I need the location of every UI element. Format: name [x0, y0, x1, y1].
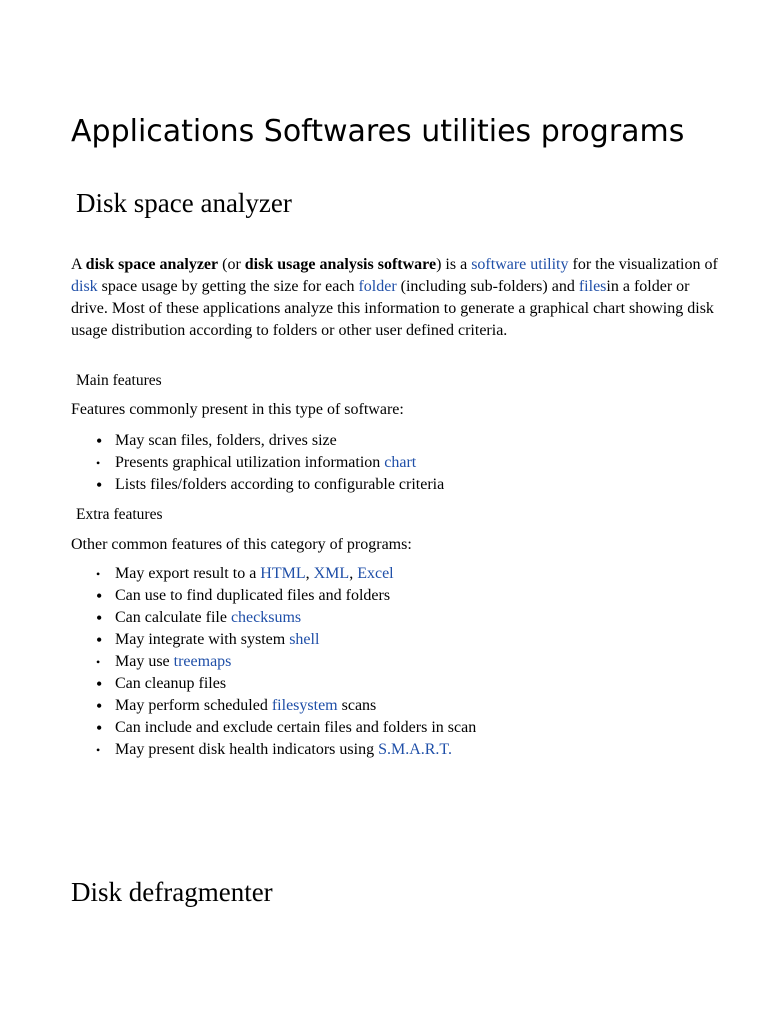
bullet-icon: •	[96, 608, 103, 628]
list-item	[96, 607, 476, 629]
list-item-text: Can calculate file	[115, 609, 231, 626]
intro-text: ) is a	[436, 256, 472, 273]
list-item-text: May integrate with system	[115, 631, 290, 648]
term-disk-usage-analysis-software: disk usage analysis software	[244, 256, 437, 273]
link-files[interactable]: files	[578, 278, 607, 295]
list-item-text: Presents graphical utilization information	[115, 454, 385, 471]
intro-text: A	[71, 256, 86, 273]
intro-text: for the visualization of	[568, 256, 718, 273]
list-item-text: scans	[337, 697, 377, 714]
list-item	[96, 717, 476, 739]
link-disk[interactable]: disk	[71, 278, 98, 295]
bullet-icon: •	[96, 456, 101, 470]
list-item	[96, 452, 444, 474]
list-item-text: Can include and exclude certain files and folders in scan	[115, 719, 477, 736]
list-item-text: May scan files, folders, drives size	[115, 432, 337, 449]
extra-features-lead: Other common features of this category of programs:	[71, 536, 412, 553]
bullet-icon: •	[96, 655, 101, 669]
list-item	[96, 695, 476, 717]
list-item	[96, 651, 476, 673]
bullet-icon: •	[96, 586, 103, 606]
list-item	[96, 474, 444, 496]
list-item	[96, 673, 476, 695]
main-features-list	[96, 430, 444, 496]
bullet-icon: •	[96, 674, 103, 694]
list-item-text: May present disk health indicators using	[115, 741, 379, 758]
list-item	[96, 629, 476, 651]
list-item-text: May export result to a	[115, 565, 261, 582]
link-shell[interactable]: shell	[289, 631, 320, 648]
intro-text: in a folder or drive. Most of these applications analyze this information to generate a graphical chart showing disk usage distribution according to folders or other user defined criteria.	[71, 278, 714, 339]
intro-text: (including sub-folders) and	[396, 278, 579, 295]
bullet-icon: •	[96, 718, 103, 738]
list-item-text: May perform scheduled	[115, 697, 272, 714]
extra-features-list	[96, 563, 476, 761]
link-filesystem[interactable]: filesystem	[271, 697, 338, 714]
bullet-icon: •	[96, 630, 103, 650]
bullet-icon: •	[96, 743, 101, 757]
link-checksums[interactable]: checksums	[230, 609, 302, 626]
list-item-text: ,	[305, 565, 314, 582]
link-xml[interactable]: XML	[313, 565, 350, 582]
list-item	[96, 563, 476, 585]
link-chart[interactable]: chart	[384, 454, 417, 471]
subheading-extra-features: Extra features	[76, 506, 163, 523]
list-item-text: Can cleanup files	[115, 675, 227, 692]
term-disk-space-analyzer: disk space analyzer	[85, 256, 219, 273]
intro-text: (or	[218, 256, 245, 273]
intro-paragraph	[71, 254, 721, 342]
link-smart[interactable]: S.M.A.R.T.	[378, 741, 452, 758]
bullet-icon: •	[96, 567, 101, 581]
section-heading-disk-space-analyzer: Disk space analyzer	[76, 188, 292, 218]
list-item-text: Lists files/folders according to configurable criteria	[115, 476, 445, 493]
link-html[interactable]: HTML	[260, 565, 306, 582]
page-title: Applications Softwares utilities programs	[71, 114, 685, 149]
bullet-icon: •	[96, 696, 103, 716]
list-item-text: May use	[115, 653, 174, 670]
subheading-main-features: Main features	[76, 372, 162, 389]
bullet-icon: •	[96, 431, 103, 451]
list-item-text: Can use to find duplicated files and folders	[115, 587, 391, 604]
section-heading-disk-defragmenter: Disk defragmenter	[71, 877, 273, 907]
link-treemaps[interactable]: treemaps	[173, 653, 232, 670]
link-excel[interactable]: Excel	[357, 565, 394, 582]
bullet-icon: •	[96, 475, 103, 495]
link-software-utility[interactable]: software utility	[471, 256, 569, 273]
list-item	[96, 430, 444, 452]
link-folder[interactable]: folder	[358, 278, 397, 295]
intro-text: space usage by getting the size for each	[97, 278, 359, 295]
list-item	[96, 585, 476, 607]
list-item	[96, 739, 476, 761]
main-features-lead: Features commonly present in this type of software:	[71, 401, 404, 418]
list-item-text: ,	[349, 565, 358, 582]
